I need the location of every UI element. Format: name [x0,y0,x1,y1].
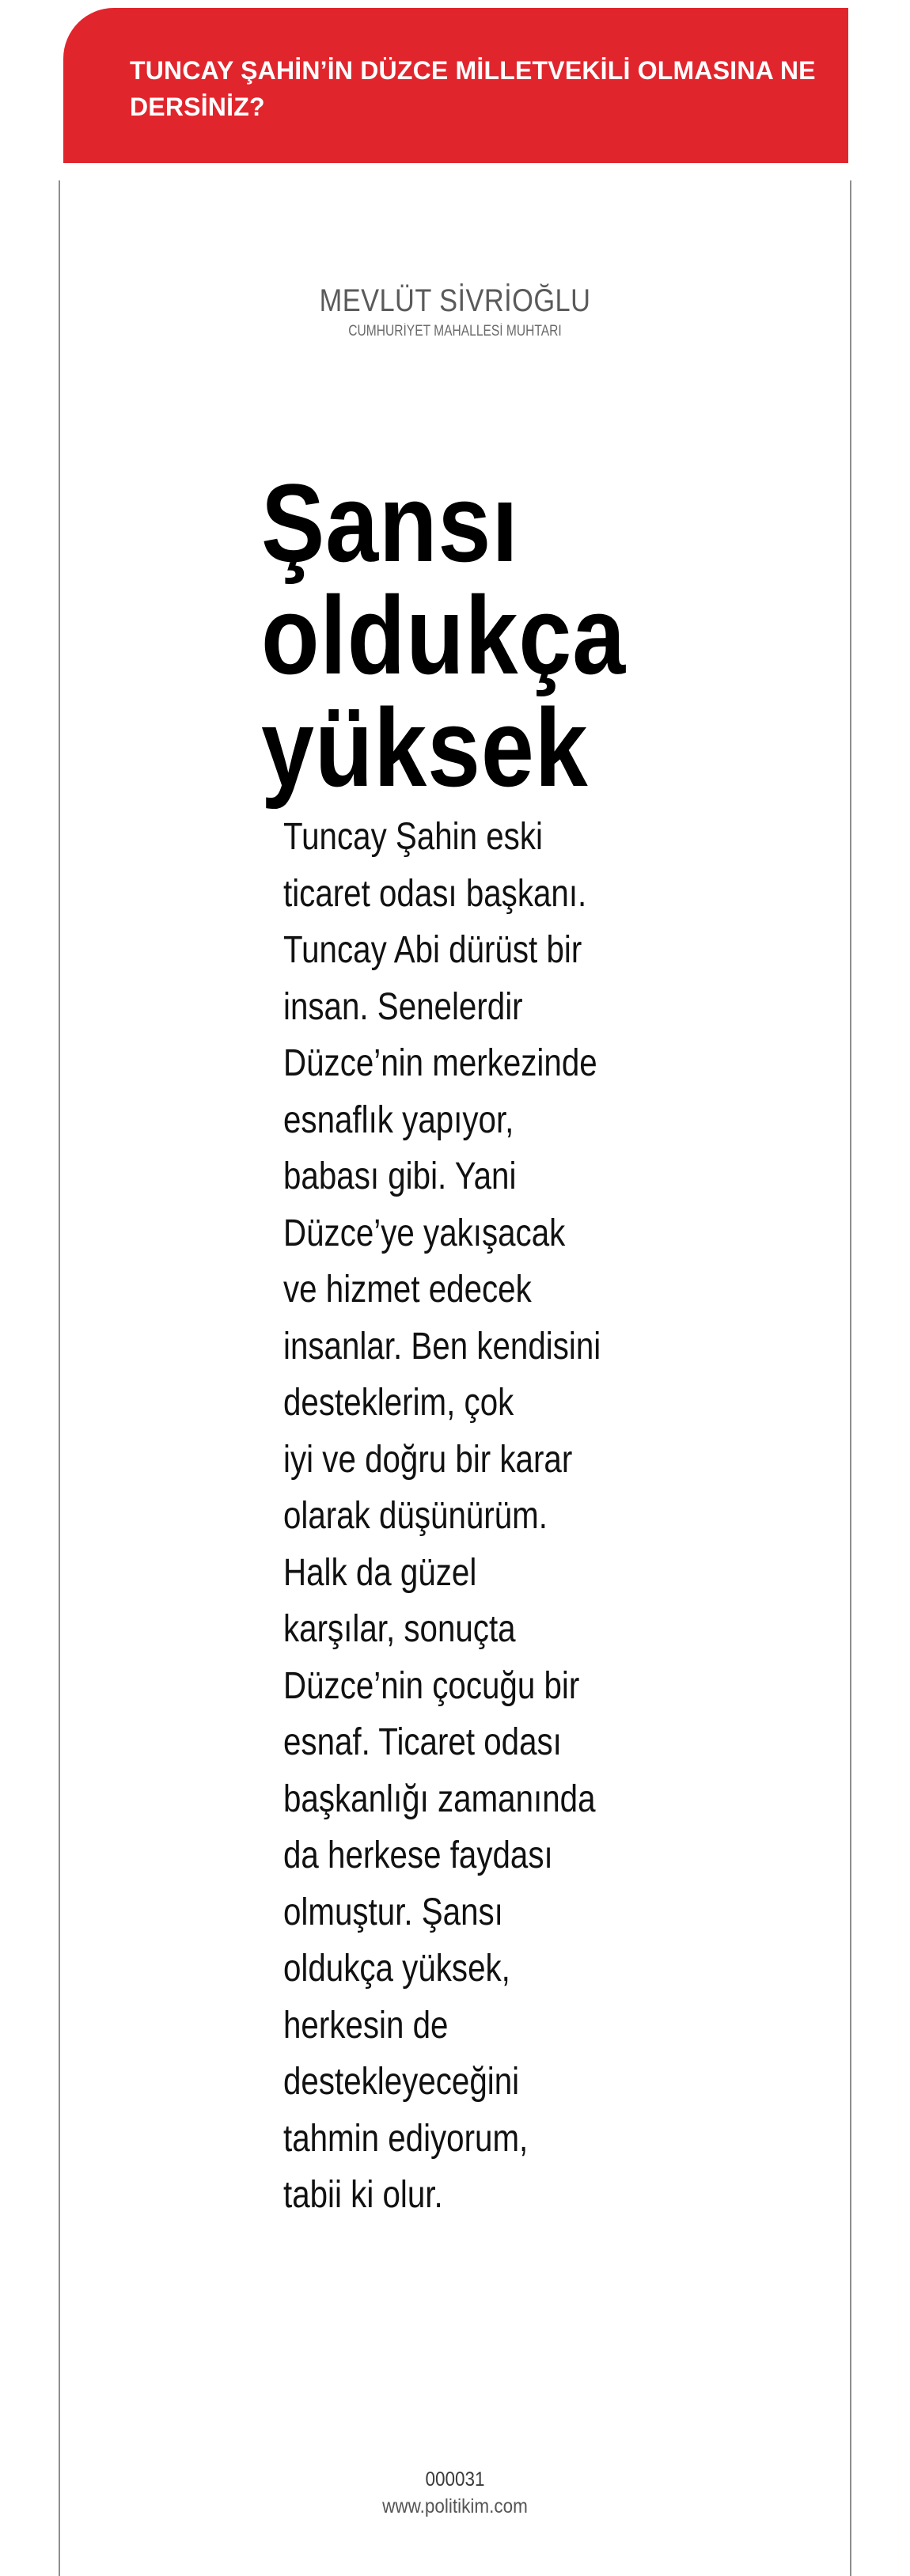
body-line: herkesin de [283,2004,449,2047]
body-line: tahmin ediyorum, [283,2117,529,2160]
headline-line: oldukça [261,573,627,697]
footer [0,2466,910,2520]
author-role: CUMHURİYET MAHALLESİ MUHTARI [348,323,562,340]
article-body [283,809,663,2224]
body-line: esnaflık yapıyor, [283,1098,514,1141]
byline [0,281,910,341]
body-line: Düzce’nin merkezinde [283,1042,597,1084]
body-line: Düzce’ye yakışacak [283,1212,566,1254]
body-line: başkanlığı zamanında [283,1777,596,1820]
body-line: desteklerim, çok [283,1382,514,1424]
page-code: 000031 [425,2468,485,2491]
headline-line: yüksek [261,685,589,810]
author-name: MEVLÜT SİVRİOĞLU [319,283,591,318]
body-line: insanlar. Ben kendisini [283,1325,601,1368]
body-line: destekleyeceğini [283,2061,520,2103]
body-line: Tuncay Abi dürüst bir [283,929,582,971]
body-line: babası gibi. Yani [283,1155,517,1197]
body-line: esnaf. Ticaret odası [283,1721,562,1763]
body-line: olarak düşünürüm. [283,1495,548,1537]
body-line: tabii ki olur. [283,2174,443,2216]
header-banner [63,8,848,163]
headline [261,461,643,810]
body-line: Tuncay Şahin eski [283,816,543,858]
body-line: ticaret odası başkanı. [283,872,587,915]
body-line: ve hizmet edecek [283,1269,532,1311]
footer-url: www.politikim.com [382,2495,528,2517]
body-line: Halk da güzel [283,1551,477,1594]
frame-left-border [59,180,60,2576]
body-line: insan. Senelerdir [283,985,523,1028]
body-line: karşılar, sonuçta [283,1608,516,1650]
headline-line: Şansı [261,461,519,585]
body-line: da herkese faydası [283,1834,553,1876]
body-line: olmuştur. Şansı [283,1891,503,1933]
body-line: Düzce’nin çocuğu bir [283,1664,580,1707]
body-line: iyi ve doğru bir karar [283,1438,573,1481]
body-line: oldukça yüksek, [283,1948,510,1990]
frame-right-border [850,180,851,2576]
header-title: TUNCAY ŞAHİN’İN DÜZCE MİLLETVEKİLİ OLMASINA NE DERSİNİZ? [130,56,816,121]
